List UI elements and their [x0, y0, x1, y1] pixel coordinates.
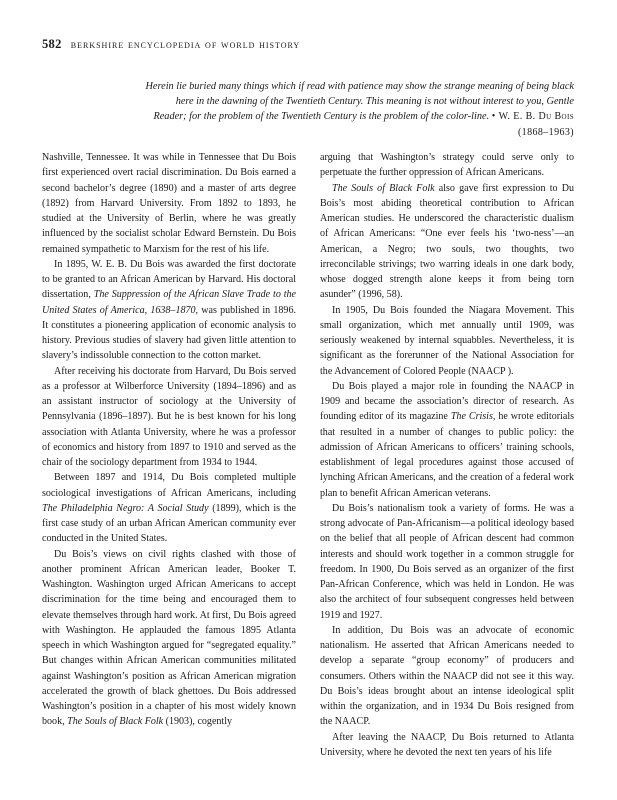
paragraph — [320, 379, 574, 501]
paragraph — [320, 181, 574, 303]
paragraph: After leaving the NAACP, Du Bois returned to Atlanta University, where he devoted the next ten years of his life — [320, 731, 574, 758]
left-column — [42, 150, 296, 730]
epigraph-quote: Herein lie buried many things which if read with patience may show the strange meaning of being black here in the dawning of the Twentieth Century. This meaning is not without interest to you, Gentle Reader; for the problem of the Twentieth Century is the problem of the color-line. — [145, 81, 574, 123]
paragraph: In addition, Du Bois was an advocate of economic nationalism. He asserted that African Americans needed to develop a separate “group economy” of producers and consumers. Others within the NAACP did not see it this way. Du Bois’s ideas brought about an intense ideological split within the organization, and in 1934 Du Bois resigned from the NAACP. — [320, 624, 574, 728]
running-head — [42, 37, 300, 52]
paragraph: After receiving his doctorate from Harvard, Du Bois served as a professor at Wilberforce University (1894–1896) and as an assistant instructor of sociology at the University of Pennsylvania (1896–1897). But he is best known for his long association with Atlanta University, where he was a professor of economics and history from 1897 to 1910 and served as the chair of the sociology department from 1934 to 1944. — [42, 365, 296, 468]
right-column — [320, 150, 574, 760]
epigraph — [144, 79, 574, 140]
text-run: (1899), which is the first case study of an urban African American community ever conducted in the United States. — [42, 502, 296, 545]
paragraph — [42, 470, 296, 546]
paragraph — [42, 547, 296, 730]
paragraph: arguing that Washington’s strategy could serve only to perpetuate the further oppression of African Americans. — [320, 152, 574, 179]
text-run: Du Bois’s views on civil rights clashed with those of another prominent African American leader, Booker T. Washington. Washington urged African Americans to accept discrimination for the time being and encouraged them to elevate themselves through hard work. At first, Du Bois agreed with Washington. He applauded the famous 1895 Atlanta speech in which Washington argued for “segregated equality.” But changes within African American communities militated against Washington’s position as African American migration accelerated the growth of black ghettoes. Du Bois addressed Washington’s position in a chapter of his most widely known book, — [42, 548, 296, 728]
epigraph-attribution — [492, 111, 574, 137]
book-title: The Suppression of the African Slave Trade to the United States of America, 1638–1870, — [42, 289, 297, 316]
book-title: The Philadelphia Negro: A Social Study — [42, 502, 209, 514]
book-title: The Souls of Black Folk — [67, 716, 164, 728]
paragraph: Du Bois’s nationalism took a variety of forms. He was a strong advocate of Pan-Africanism—a political ideology based on the belief that all people of African descent had common interests and should work together in a common struggle for freedom. In 1900, Du Bois served as an organizer of the first Pan-African Conference, which was held in London. He was also the architect of four subsequent congresses held between 1919 and 1927. — [320, 502, 574, 621]
attribution-name: W. E. B. Du Bois — [498, 111, 574, 123]
text-run: was published in 1896. It constitutes a pioneering application of economic analysis to history. Previous studies of slavery had given little attention to slavery’s indissoluble connection to the cotton market. — [42, 304, 296, 362]
page-number: 582 — [42, 37, 62, 51]
attribution-dates: (1868–1963) — [517, 126, 574, 138]
book-title: The Souls of Black Folk — [332, 182, 435, 194]
attribution-bullet: • — [491, 111, 496, 123]
running-title: berkshire encyclopedia of world history — [70, 39, 301, 51]
text-run: also gave first expression to Du Bois’s most abiding theoretical contribution to African American studies. He underscored the characteristic dualism of African Americans: “One ever feels his ‘two-ness’—an American, a Negro; two souls, two thoughts, two irreconcilable strivings; two warring ideals in one dark body, whose dogged strength alone keeps it from being torn asunder” (1996, 58). — [320, 182, 574, 301]
text-run: (1903), cogently — [163, 716, 233, 728]
magazine-title: The Crisis, — [450, 411, 496, 423]
paragraph — [42, 257, 296, 364]
text-run: Du Bois played a major role in founding the NAACP in 1909 and became the association’s director of research. As founding editor of its magazine — [320, 380, 574, 423]
paragraph: Nashville, Tennessee. It was while in Tennessee that Du Bois first experienced overt racial discrimination. Du Bois earned a second bachelor’s degree (1890) and a master of arts degree (1892) from Harvard University. From 1892 to 1893, he studied at the University of Berlin, where he was greatly influenced by the socialist scholar Edward Bernstein. Du Bois remained sympathetic to Marxism for the rest of his life. — [42, 152, 296, 255]
paragraph: In 1905, Du Bois founded the Niagara Movement. This small organization, which met annually until 1909, was seriously weakened by internal squabbles. Nevertheless, it is significant as the forerunner of the National Association for the Advancement of Colored People (NAACP ). — [320, 304, 574, 377]
text-run: In 1895, W. E. B. Du Bois was awarded the first doctorate to be granted to an African American by Harvard. His doctoral dissertation, — [42, 258, 296, 301]
text-run: Between 1897 and 1914, Du Bois completed multiple sociological investigations of African Americans, including — [42, 472, 296, 499]
text-run: he wrote editorials that resulted in a number of changes to public policy: the admission of African Americans to officers’ training schools, establishment of legal procedures against those accused of lynching African Americans, and the creation of a federal work plan to benefit African American veterans. — [320, 411, 575, 499]
